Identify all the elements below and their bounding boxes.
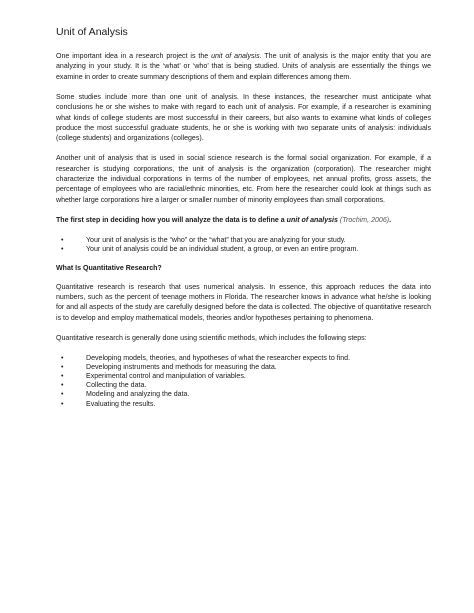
list-item-text: Developing models, theories, and hypotheses of what the researcher expects to find.: [86, 354, 351, 362]
list-item: [56, 381, 431, 390]
list-item-text: Evaluating the results.: [86, 400, 156, 408]
text-run: .: [389, 216, 392, 224]
text-run: The first step in deciding how you will analyze the data is to define a: [56, 216, 287, 224]
list-item-text: Your unit of analysis could be an individual student, a group, or even an entire program.: [86, 245, 359, 253]
paragraph-quantitative-definition: Quantitative research is research that uses numerical analysis. In essence, this approach reduces the data into numbers, such as the percent of teenage mothers in Florida. The researcher knows in advance what he/she is looking for and all aspects of the study are carefully designed before the data is collected. The objective of quantitative research is to develop and employ mathematical models, theories and/or hypotheses pertaining to phenomena.: [56, 283, 431, 322]
bullet-list-unit-of-analysis: [56, 236, 431, 254]
paragraph-scientific-methods: Quantitative research is generally done using scientific methods, which includes the following steps:: [56, 334, 367, 342]
bullet-list-steps: [56, 354, 431, 409]
list-item-text: Your unit of analysis is the “who” or the “what” that you are analyzing for your study.: [86, 236, 346, 244]
bullet-icon: •: [61, 236, 64, 244]
bullet-icon: •: [61, 363, 64, 371]
bullet-icon: •: [61, 382, 64, 390]
section-heading: What Is Quantitative Research?: [56, 264, 162, 272]
citation: (Trochim, 2006): [337, 216, 390, 224]
text-run: . The unit of analysis is the major entity that you are analyzing in your study. It is the ‘what’ or ‘who’ that is being studied. Units of analysis are essentially the things we examine in order to create summary descriptions of them and explain differences among them.: [56, 53, 431, 81]
bullet-icon: •: [61, 245, 64, 253]
list-item: [56, 354, 431, 363]
list-item: [56, 400, 431, 409]
bullet-icon: •: [61, 400, 64, 408]
list-item: [56, 236, 431, 245]
emphasis-term: unit of analysis: [286, 216, 338, 224]
list-item-text: Experimental control and manipulation of variables.: [86, 373, 246, 381]
bullet-icon: •: [61, 354, 64, 362]
paragraph-first-step: [56, 216, 431, 226]
list-item: [56, 245, 431, 254]
text-run: One important idea in a research project is the: [56, 53, 212, 60]
paragraph-multiple-units: Some studies include more than one unit of analysis. In these instances, the researcher must anticipate what conclusions he or she wishes to make with regard to each unit of analysis. For example, if a researcher is examining what kinds of college students are most successful in their careers, but also wants to examine what kinds of colleges produce the most successful graduate students, he or she is working with two separate units of analysis: individuals (college students) and organizations (colleges).: [56, 93, 431, 143]
emphasis-term: unit of analysis: [211, 53, 260, 60]
page-title: Unit of Analysis: [56, 26, 128, 38]
list-item-text: Modeling and analyzing the data.: [86, 391, 190, 399]
list-item-text: Developing instruments and methods for measuring the data.: [86, 363, 277, 371]
list-item-text: Collecting the data.: [86, 382, 147, 390]
list-item: [56, 372, 431, 381]
paragraph-social-organization: Another unit of analysis that is used in social science research is the formal social organization. For example, if a researcher is studying corporations, the unit of analysis is the organization (corporation). The researcher might characterize the individual corporations in terms of the number of employees, net annual profits, gross assets, the percentage of employees who are racial/ethnic minorities, etc. From here the researcher could look at things such as whether large corporations hire a larger or smaller number of minority employees than small corporations.: [56, 155, 431, 204]
list-item: [56, 363, 431, 372]
list-item: [56, 390, 431, 399]
paragraph-unit-definition: [56, 52, 431, 83]
bullet-icon: •: [61, 373, 64, 381]
bullet-icon: •: [61, 391, 64, 399]
